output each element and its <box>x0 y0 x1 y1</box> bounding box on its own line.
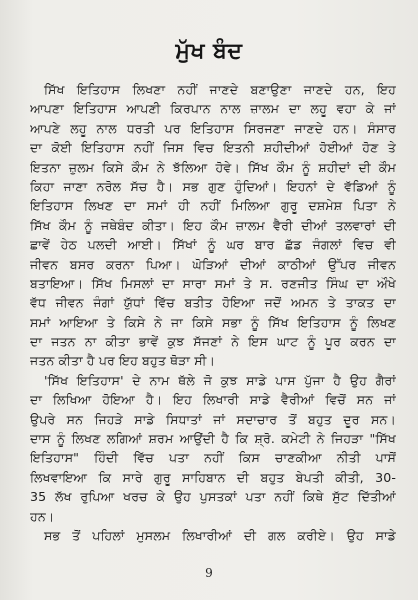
text-line: ਛਾਵੇਂ ਹੇਠ ਪਲਦੀ ਆਈ। ਸਿੱਖਾਂ ਨੂੰ ਘਰ ਬਾਰ ਛੱਡ ਜੰਗਲਾਂ ਵਿਚ ਵੀ <box>30 237 396 253</box>
text-line: ਕਿਹਾ ਜਾਣਾ ਨਰੋਲ ਸੱਚ ਹੈ। ਸਭ ਗੁਣ ਹੁੰਦਿਆਂ। ਇਹਨਾਂ ਦੇ ਵੱਡਿਆਂ ਨੂੰ <box>30 178 396 194</box>
text-line: ਸਭ ਤੋਂ ਪਹਿਲਾਂ ਮੁਸਲਮ ਲਿਖਾਰੀਆਂ ਦੀ ਗਲ ਕਰੀਏ। ਉਹ ਸਾਡੇ <box>44 527 396 543</box>
text-line: ਦਾ ਲਿਖਿਆ ਹੋਇਆ ਹੈ। ਇਹ ਲਿਖਾਰੀ ਸਾਡੇ ਵੈਰੀਆਂ ਵਿਚੋਂ ਸਨ ਜਾਂ <box>30 392 396 408</box>
body-text <box>30 80 396 545</box>
text-line: ਵੱਧ ਜੀਵਨ ਜੰਗਾਂ ਯੁੱਧਾਂ ਵਿੱਚ ਬਤੀਤ ਹੋਇਆ ਜਦੋਂ ਅਮਨ ਤੇ ਤਾਕਤ ਦਾ <box>30 295 396 311</box>
text-line: ਆਪਣੇ ਲਹੂ ਨਾਲ ਧਰਤੀ ਪਰ ਇਤਿਹਾਸ ਸਿਰਜਣਾ ਜਾਣਦੇ ਹਨ। ਸੰਸਾਰ <box>30 120 396 136</box>
text-line: ਸਮਾਂ ਆਇਆ ਤੇ ਕਿਸੇ ਨੇ ਜਾ ਕਿਸੇ ਸਭਾ ਨੂੰ ਸਿੱਖ ਇਤਿਹਾਸ ਨੂੰ ਲਿਖਣ <box>30 314 396 330</box>
text-line: ਦਾ ਜਤਨ ਨਾ ਕੀਤਾ ਭਾਵੇਂ ਕੁਝ ਸੱਜਣਾਂ ਨੇ ਇਸ ਘਾਟ ਨੂੰ ਪੂਰ ਕਰਨ ਦਾ <box>30 334 396 350</box>
text-line: ਦਾਸ ਨੂੰ ਲਿਖਣ ਲਗਿਆਂ ਸ਼ਰਮ ਆਉਂਦੀ ਹੈ ਕਿ ਸ਼੍ਰੋ. ਕਮੇਟੀ ਨੇ ਜਿਹੜਾ "ਸਿੱਖ <box>30 431 396 447</box>
text-line: ਲਿਖਵਾਇਆ ਕਿ ਸਾਰੇ ਗੁਰੂ ਸਾਹਿਬਾਨ ਦੀ ਬਹੁਤ ਬੇਪਤੀ ਕੀਤੀ, 30- <box>30 469 396 485</box>
text-line: ਦਾ ਕੋਈ ਇਤਿਹਾਸ ਨਹੀਂ ਜਿਸ ਵਿਚ ਇਤਨੀ ਸ਼ਹੀਦੀਆਂ ਹੋਈਆਂ ਹੋਣ ਤੇ <box>30 140 396 156</box>
text-line: ਆਪਣਾ ਇਤਿਹਾਸ ਆਪਣੀ ਕਿਰਪਾਨ ਨਾਲ ਜ਼ਾਲਮ ਦਾ ਲਹੂ ਵਹਾ ਕੇ ਜਾਂ <box>30 101 396 117</box>
text-line: ਬਤਾਇਆ। ਸਿੱਖ ਮਿਸਲਾਂ ਦਾ ਸਾਰਾ ਸਮਾਂ ਤੇ ਸ. ਰਣਜੀਤ ਸਿੰਘ ਦਾ ਔਖੇ <box>30 275 396 291</box>
text-line: ਹਨ। <box>30 508 55 524</box>
text-line: ਜਤਨ ਕੀਤਾ ਹੈ ਪਰ ਇਹ ਬਹੁਤ ਥੋੜਾ ਸੀ। <box>30 353 216 369</box>
text-line: ਇਤਿਹਾਸ ਲਿਖਣ ਦਾ ਸਮਾਂ ਹੀ ਨਹੀਂ ਮਿਲਿਆ ਗੁਰੂ ਦਸ਼ਮੇਸ਼ ਪਿਤਾ ਨੇ <box>30 198 396 214</box>
chapter-heading: ਮੁੱਖ ਬੰਦ <box>175 38 243 64</box>
text-line: ਸਿੱਖ ਇਤਿਹਾਸ ਲਿਖਣਾ ਨਹੀਂ ਜਾਣਦੇ ਬਣਾਉਣਾ ਜਾਣਦੇ ਹਨ, ਇਹ <box>44 82 396 97</box>
text-line: ਜੀਵਨ ਬਸਰ ਕਰਨਾ ਪਿਆ। ਘੋੜਿਆਂ ਦੀਆਂ ਕਾਠੀਆਂ ਉੱਪਰ ਜੀਵਨ <box>30 256 396 272</box>
text-line: ਇਤਨਾ ਜ਼ੁਲਮ ਕਿਸੇ ਕੌਮ ਨੇ ਝੱਲਿਆ ਹੋਵੇ। ਸਿੱਖ ਕੌਮ ਨੂੰ ਸ਼ਹੀਦਾਂ ਦੀ ਕੌਮ <box>30 159 396 175</box>
text-line: ਉਪਰੇ ਸਨ ਜਿਹੜੇ ਸਾਡੇ ਸਿਧਾਤਾਂ ਜਾਂ ਸਦਾਚਾਰ ਤੋਂ ਬਹੁਤ ਦੂਰ ਸਨ। <box>30 411 396 427</box>
page-number: 9 <box>205 566 213 580</box>
text-line: ਇਤਿਹਾਸ" ਹਿੰਦੀ ਵਿੱਚ ਪਤਾ ਨਹੀਂ ਕਿਸ ਚਾਣਕੀਆ ਨੀਤੀ ਪਾਸੋਂ <box>30 450 396 466</box>
text-line: 'ਸਿੱਖ ਇਤਿਹਾਸ' ਦੇ ਨਾਮ ਥੱਲੇ ਜੋ ਕੁਝ ਸਾਡੇ ਪਾਸ ਪੁੱਜਾ ਹੈ ਉਹ ਗੈਰਾਂ <box>44 372 396 388</box>
text-line: ਸਿੱਖ ਕੌਮ ਨੂੰ ਜਥੇਬੰਦ ਕੀਤਾ। ਇਹ ਕੌਮ ਜ਼ਾਲਮ ਵੈਰੀ ਦੀਆਂ ਤਲਵਾਰਾਂ ਦੀ <box>30 217 396 233</box>
text-line: 35 ਲੱਖ ਰੁਪਿਆ ਖਰਚ ਕੇ ਉਹ ਪੁਸਤਕਾਂ ਪਤਾ ਨਹੀਂ ਕਿਥੇ ਸੁੱਟ ਦਿੱਤੀਆਂ <box>30 489 396 505</box>
